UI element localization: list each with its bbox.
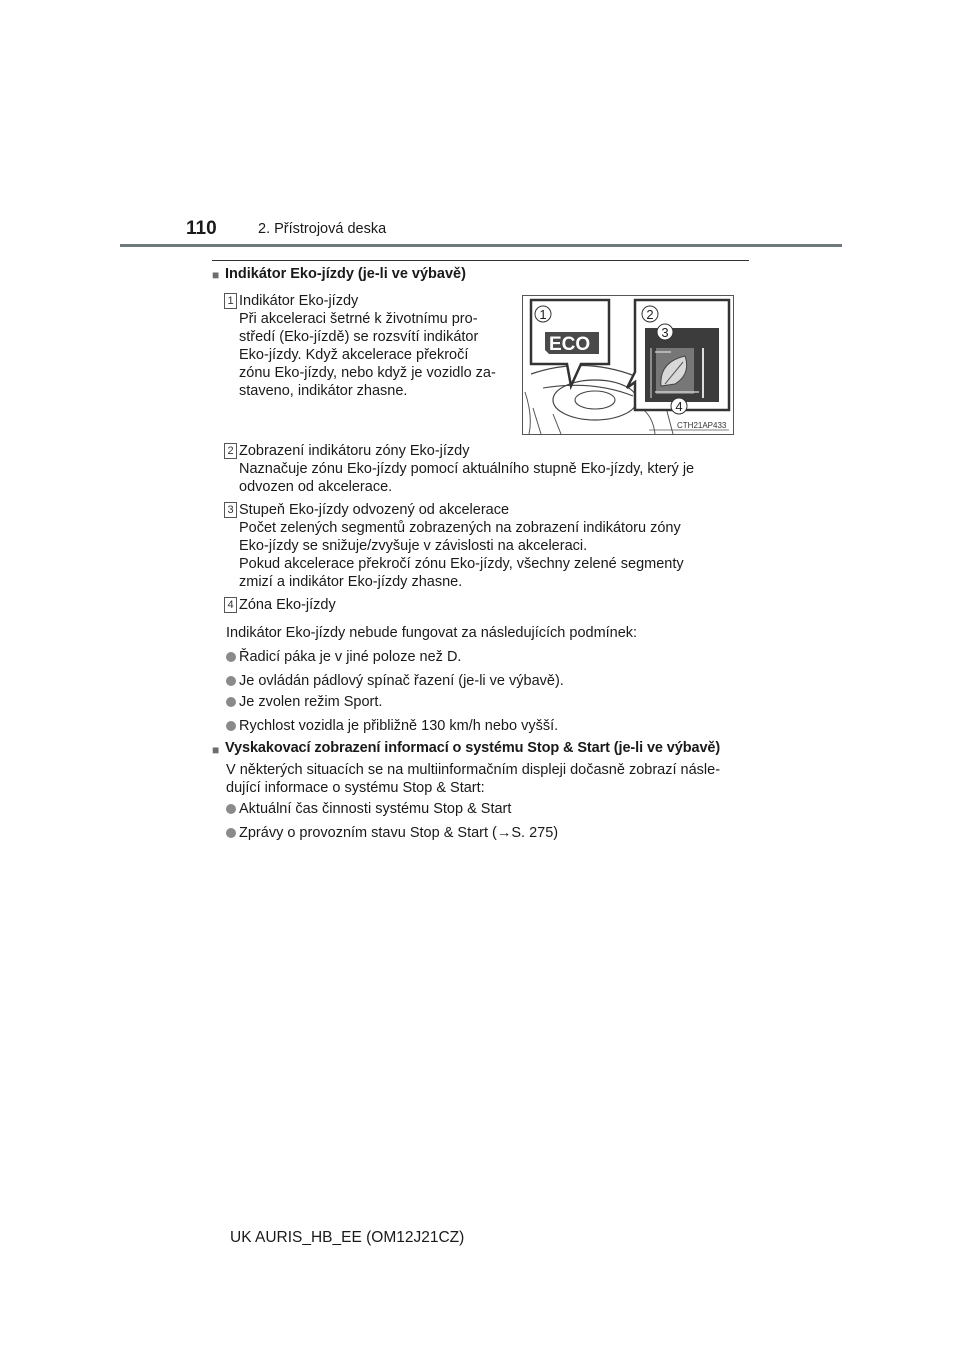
callout-2: 2 xyxy=(646,307,654,322)
item-number-3: 3 xyxy=(224,502,237,518)
footer-model: UK AURIS_HB_EE (OM12J21CZ) xyxy=(230,1229,465,1246)
item-4-title: Zóna Eko-jízdy xyxy=(239,597,336,613)
callout-3: 3 xyxy=(661,325,669,340)
section-heading-stop-start: Vyskakovací zobrazení informací o systému Stop & Start (je-li ve výbavě) xyxy=(225,740,721,756)
section-heading-eco: Indikátor Eko-jízdy (je-li ve výbavě) xyxy=(225,266,466,282)
item-3-text: Počet zelených segmentů zobrazených na zobrazení indikátoru zóny Eko-jízdy se snižuje/zvyšuje v závislosti na akceleraci. Pokud akcelerace překročí zónu Eko-jízdy, všechny zelené segmenty zmizí a indikátor Eko-jízdy zhasne. xyxy=(239,520,684,590)
figure-code: CTH21AP433 xyxy=(677,421,727,430)
eco-indicator-figure xyxy=(522,295,734,435)
section-divider xyxy=(212,260,749,261)
dashboard-illustration xyxy=(523,296,733,434)
stop-start-item-link[interactable]: Zprávy o provozním stavu Stop & Start (→S. 275) xyxy=(239,825,559,841)
item-number-4: 4 xyxy=(224,597,237,613)
callout-4: 4 xyxy=(675,399,683,414)
stop-start-intro: V některých situacích se na multiinformačním displeji dočasně zobrazí násle- dující informace o systému Stop & Start: xyxy=(226,762,721,796)
item-number-1: 1 xyxy=(224,293,237,309)
item-2-text: Naznačuje zónu Eko-jízdy pomocí aktuálního stupně Eko-jízdy, který je odvozen od akcelerace. xyxy=(239,461,695,495)
condition-item: Rychlost vozidla je přibližně 130 km/h nebo vyšší. xyxy=(239,718,559,734)
bullet-icon xyxy=(226,652,236,662)
item-1-text: Při akceleraci šetrné k životnímu pro- středí (Eko-jízdě) se rozsvítí indikátor Eko-jízdy. Když akcelerace překročí zónu Eko-jízdy, nebo když je vozidlo za- staveno, indikátor zhasne. xyxy=(239,311,496,399)
page-number: 110 xyxy=(186,218,217,239)
bullet-icon xyxy=(226,721,236,731)
conditions-intro: Indikátor Eko-jízdy nebude fungovat za následujících podmínek: xyxy=(226,625,638,641)
item-3-title: Stupeň Eko-jízdy odvozený od akcelerace xyxy=(239,502,510,518)
condition-item: Řadicí páka je v jiné poloze než D. xyxy=(239,649,462,665)
chapter-title: 2. Přístrojová deska xyxy=(258,221,387,237)
bullet-icon xyxy=(226,676,236,686)
bullet-icon xyxy=(226,804,236,814)
condition-item: Je zvolen režim Sport. xyxy=(239,694,383,710)
condition-item: Je ovládán pádlový spínač řazení (je-li ve výbavě). xyxy=(239,673,564,689)
eco-badge-label: ECO xyxy=(549,334,591,355)
callout-1: 1 xyxy=(539,307,547,322)
section-square-icon: ■ xyxy=(212,268,220,282)
bullet-icon xyxy=(226,828,236,838)
item-1-title: Indikátor Eko-jízdy xyxy=(239,293,359,309)
bullet-icon xyxy=(226,697,236,707)
header-divider xyxy=(120,244,842,247)
section-square-icon: ■ xyxy=(212,743,220,757)
stop-start-item: Aktuální čas činnosti systému Stop & Start xyxy=(239,801,512,817)
item-2-title: Zobrazení indikátoru zóny Eko-jízdy xyxy=(239,443,470,459)
item-number-2: 2 xyxy=(224,443,237,459)
